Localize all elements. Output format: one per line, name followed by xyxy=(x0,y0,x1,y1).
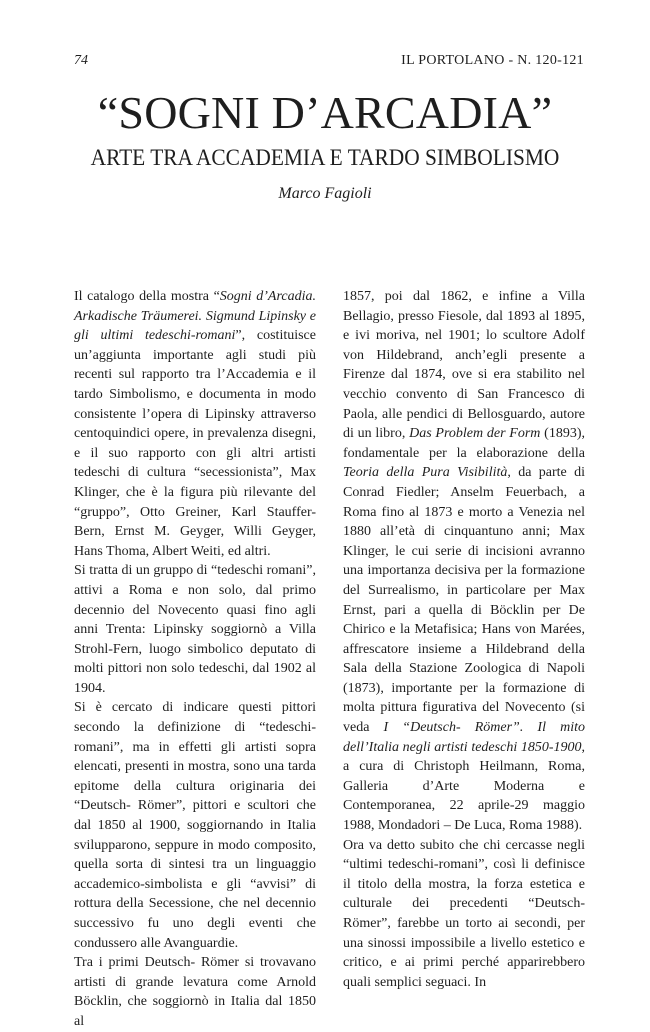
paragraph: Tra i primi Deutsch- Römer si trovavano artisti di grande levatura come Arnold Böcklin, che soggiornò in Italia dal 1850 al xyxy=(74,955,316,1029)
paragraph: Si è cercato di indicare questi pittori secondo la definizione di “tedeschi-romani”, ma in effetti gli artisti sopra elencati, presenti in mostra, sono una tarda epitome della cultura originaria dei “Deutsch- Römer”, pittori e scultori che dal 1850 al 1900, soggiornando in Italia svilupparono, seppure in modo composito, quella sorta di sintesi tra un linguaggio accademico-simbolista e gli “avvisi” di rottura della Secessione, che nel decennio successivo fu uno degli eventi che condussero alle Avanguardie. xyxy=(74,700,316,951)
paragraph: Si tratta di un gruppo di “tedeschi romani”, attivi a Roma e non solo, dal primo decennio del Novecento quasi fino agli anni Trenta: Lipinsky soggiornò a Villa Strohl-Fern, luogo simbolico deputato di molti pittori non solo tedeschi, dal 1902 al 1904. xyxy=(74,563,316,696)
article-author: Marco Fagioli xyxy=(278,185,372,202)
running-header xyxy=(74,53,584,73)
right-column xyxy=(343,287,585,992)
paragraph: Ora va detto subito che chi cercasse negli “ultimi tedeschi-romani”, così li definisce il titolo della mostra, la forza estetica e culturale dei precedenti “Deutsch- Römer”, farebbe un torto ai secondi, per una sinossi impossibile a livello estetico e critico, e ai primi perché apparirebbero quali semplici seguaci. In xyxy=(343,837,585,990)
paragraph: 1857, poi dal 1862, e infine a Villa Bellagio, presso Fiesole, dal 1893 al 1895, e ivi moriva, nel 1901; lo scultore Adolf von Hildebrand, anch’egli presente a Firenze dal 1874, ove si era stabilito nel vecchio convento di San Francesco di Paola, alle pendici di Bellosguardo, autore di un libro, Das Problem der Form (1893), fondamentale per la elaborazione della Teoria della Pura Visibilità, da parte di Conrad Fiedler; Anselm Feuerbach, a Roma fino al 1873 e morto a Venezia nel 1880 all’età di cinquantuno anni; Max Klinger, le cui serie di incisioni avranno una importanza decisiva per la formazione del Surrealismo, in particolare per Max Ernst, pari a quella di Böcklin per De Chirico e la Metafisica; Hans von Marées, affrescatore insieme a Hildebrand della Sala della Stazione Zoologica di Napoli (1873), importante per la formazione di molta pittura figurativa del Novecento (si veda I “Deutsch- Römer”. Il mito dell’Italia negli artisti tedeschi 1850-1900, a cura di Christoph Heilmann, Roma, Galleria d’Arte Moderna e Contemporanea, 22 aprile-29 maggio 1988, Mondadori – De Luca, Roma 1988). xyxy=(343,289,585,834)
article-title: “SOGNI D’ARCADIA” xyxy=(97,87,553,138)
article-subtitle: ARTE TRA ACCADEMIA E TARDO SIMBOLISMO xyxy=(90,145,560,170)
paragraph: Il catalogo della mostra “Sogni d’Arcadia. Arkadische Träumerei. Sigmund Lipinsky e gli ultimi tedeschi-romani”, costituisce un’aggiunta importante agli studi più recenti sul rapporto tra l’Accademia e il tardo Simbolismo, e documenta in modo consistente l’opera di Lipinsky attraverso centoquindici opere, in prevalenza disegni, e il suo rapporto con gli altri artisti tedeschi di cultura “secessionista”, Max Klinger, che è la figura più rilevante del “gruppo”, Otto Greiner, Karl Stauffer-Bern, Ernst M. Geyger, Willi Geyger, Hans Thoma, Albert Weiti, ed altri. xyxy=(74,289,317,559)
left-column xyxy=(74,287,316,1032)
page-number: 74 xyxy=(74,53,88,68)
journal-issue: IL PORTOLANO - N. 120-121 xyxy=(401,53,584,68)
